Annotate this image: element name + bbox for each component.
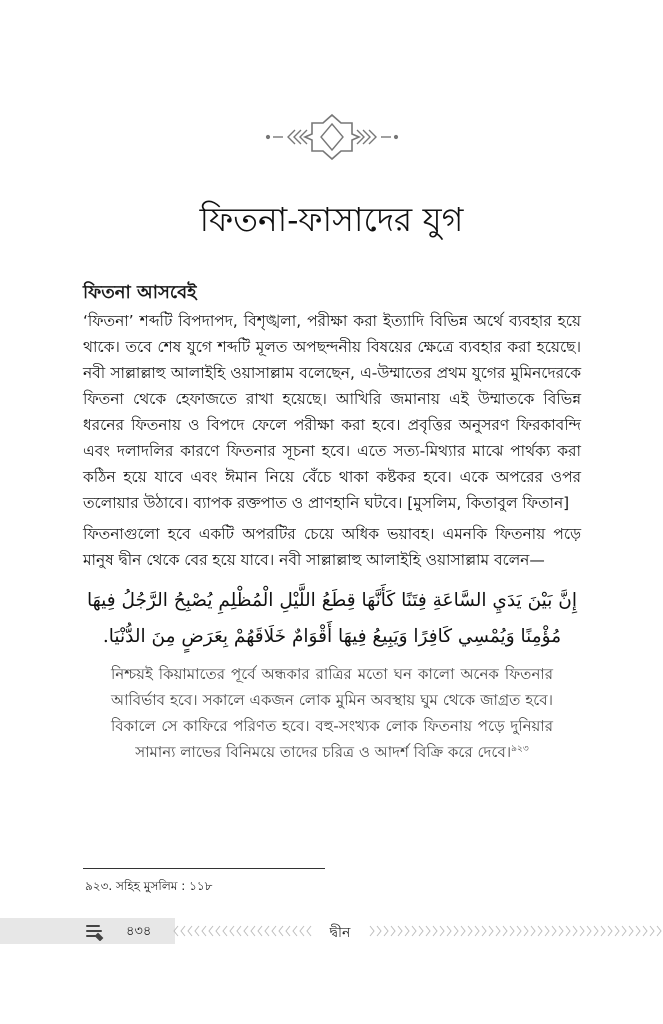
- book-name: দ্বীন: [315, 921, 365, 945]
- section-heading: ফিতনা আসবেই: [83, 282, 197, 303]
- translation-text: নিশ্চয়ই কিয়ামাতের পূর্বে অন্ধকার রাত্রির মতো ঘন কালো অনেক ফিতনার আবির্ভাব হবে। সকালে একজন লোক মুমিন অবস্থায় ঘুম থেকে জাগ্রত হবে। বিকালে সে কাফিরে পরিণত হবে। বহু-সংখ্যক লোক ফিতনায় পড়ে দুনিয়ার সামান্য লাভের বিনিময়ে তাদের চরিত্র ও আদর্শ বিক্রি করে দেবে।: [111, 665, 553, 761]
- paragraph-1: ‘ফিতনা’ শব্দটি বিপদাপদ, বিশৃঙ্খলা, পরীক্ষা করা ইত্যাদি বিভিন্ন অর্থে ব্যবহার হয়ে থাকে। তবে শেষ যুগে শব্দটি মূলত অপছন্দনীয় বিষয়ের ক্ষেত্রে ব্যবহার করা হয়েছে। নবী সাল্লাল্লাহু আলাইহি ওয়াসাল্লাম বলেছেন, এ-উম্মাতের প্রথম যুগের মুমিনদেরকে ফিতনা থেকে হেফাজতে রাখা হয়েছে। আখিরি জমানায় এই উম্মাতকে বিভিন্ন ধরনের ফিতনায় ও বিপদে ফেলে পরীক্ষা করা হবে। প্রবৃত্তির অনুসরণ ফিরকাবন্দি এবং দলাদলির কারণে ফিতনার সূচনা হবে। এতে সত্য-মিথ্যার মাঝে পার্থক্য করা কঠিন হয়ে যাবে এবং ঈমান নিয়ে বেঁচে থাকা কষ্টকর হবে। একে অপরের ওপর তলোয়ার উঠাবে। ব্যাপক রক্তপাত ও প্রাণহানি ঘটবে। [মুসলিম, কিতাবুল ফিতান]: [83, 312, 581, 512]
- footer-chevron-divider: [170, 918, 663, 944]
- footnote-reference[interactable]: ৯২৩: [511, 744, 529, 754]
- paragraph-2: ফিতনাগুলো হবে একটি অপরটির চেয়ে অধিক ভয়াবহ। এমনকি ফিতনায় পড়ে মানুষ দ্বীন থেকে বের হয়ে যাবে। নবী সাল্লাল্লাহু আলাইহি ওয়াসাল্লাম বলেন—: [83, 525, 581, 569]
- chevron-pattern: [174, 926, 661, 936]
- pen-icon: [84, 921, 104, 941]
- footnote-divider: [83, 868, 325, 869]
- arabic-line-2: مُؤْمِنًا وَيُمْسِي كَافِرًا وَيَبِيعُ فِيهَا أَقْوَامٌ خَلَاقَهُمْ بِعَرَضٍ مِنَ الدُّنْيَا.: [102, 626, 562, 647]
- chapter-title: ফিতনা-ফাসাদের যুগ: [199, 200, 464, 239]
- chapter-ornament: [261, 112, 403, 162]
- footnote: ৯২৩. সহিহ মুসলিম : ১১৮: [85, 879, 213, 893]
- arabic-line-1: إِنَّ بَيْنَ يَدَيِ السَّاعَةِ فِتَنًا كَأَنَّهَا قِطَعُ اللَّيْلِ الْمُظْلِمِ يُصْبِحُ الرَّجُلُ فِيهَا: [86, 590, 578, 611]
- main-content: [83, 280, 581, 765]
- hadith-translation: [111, 661, 553, 765]
- page-number: ৪৩৪: [126, 924, 152, 939]
- page-footer: [0, 918, 663, 944]
- arabic-hadith: [83, 583, 581, 655]
